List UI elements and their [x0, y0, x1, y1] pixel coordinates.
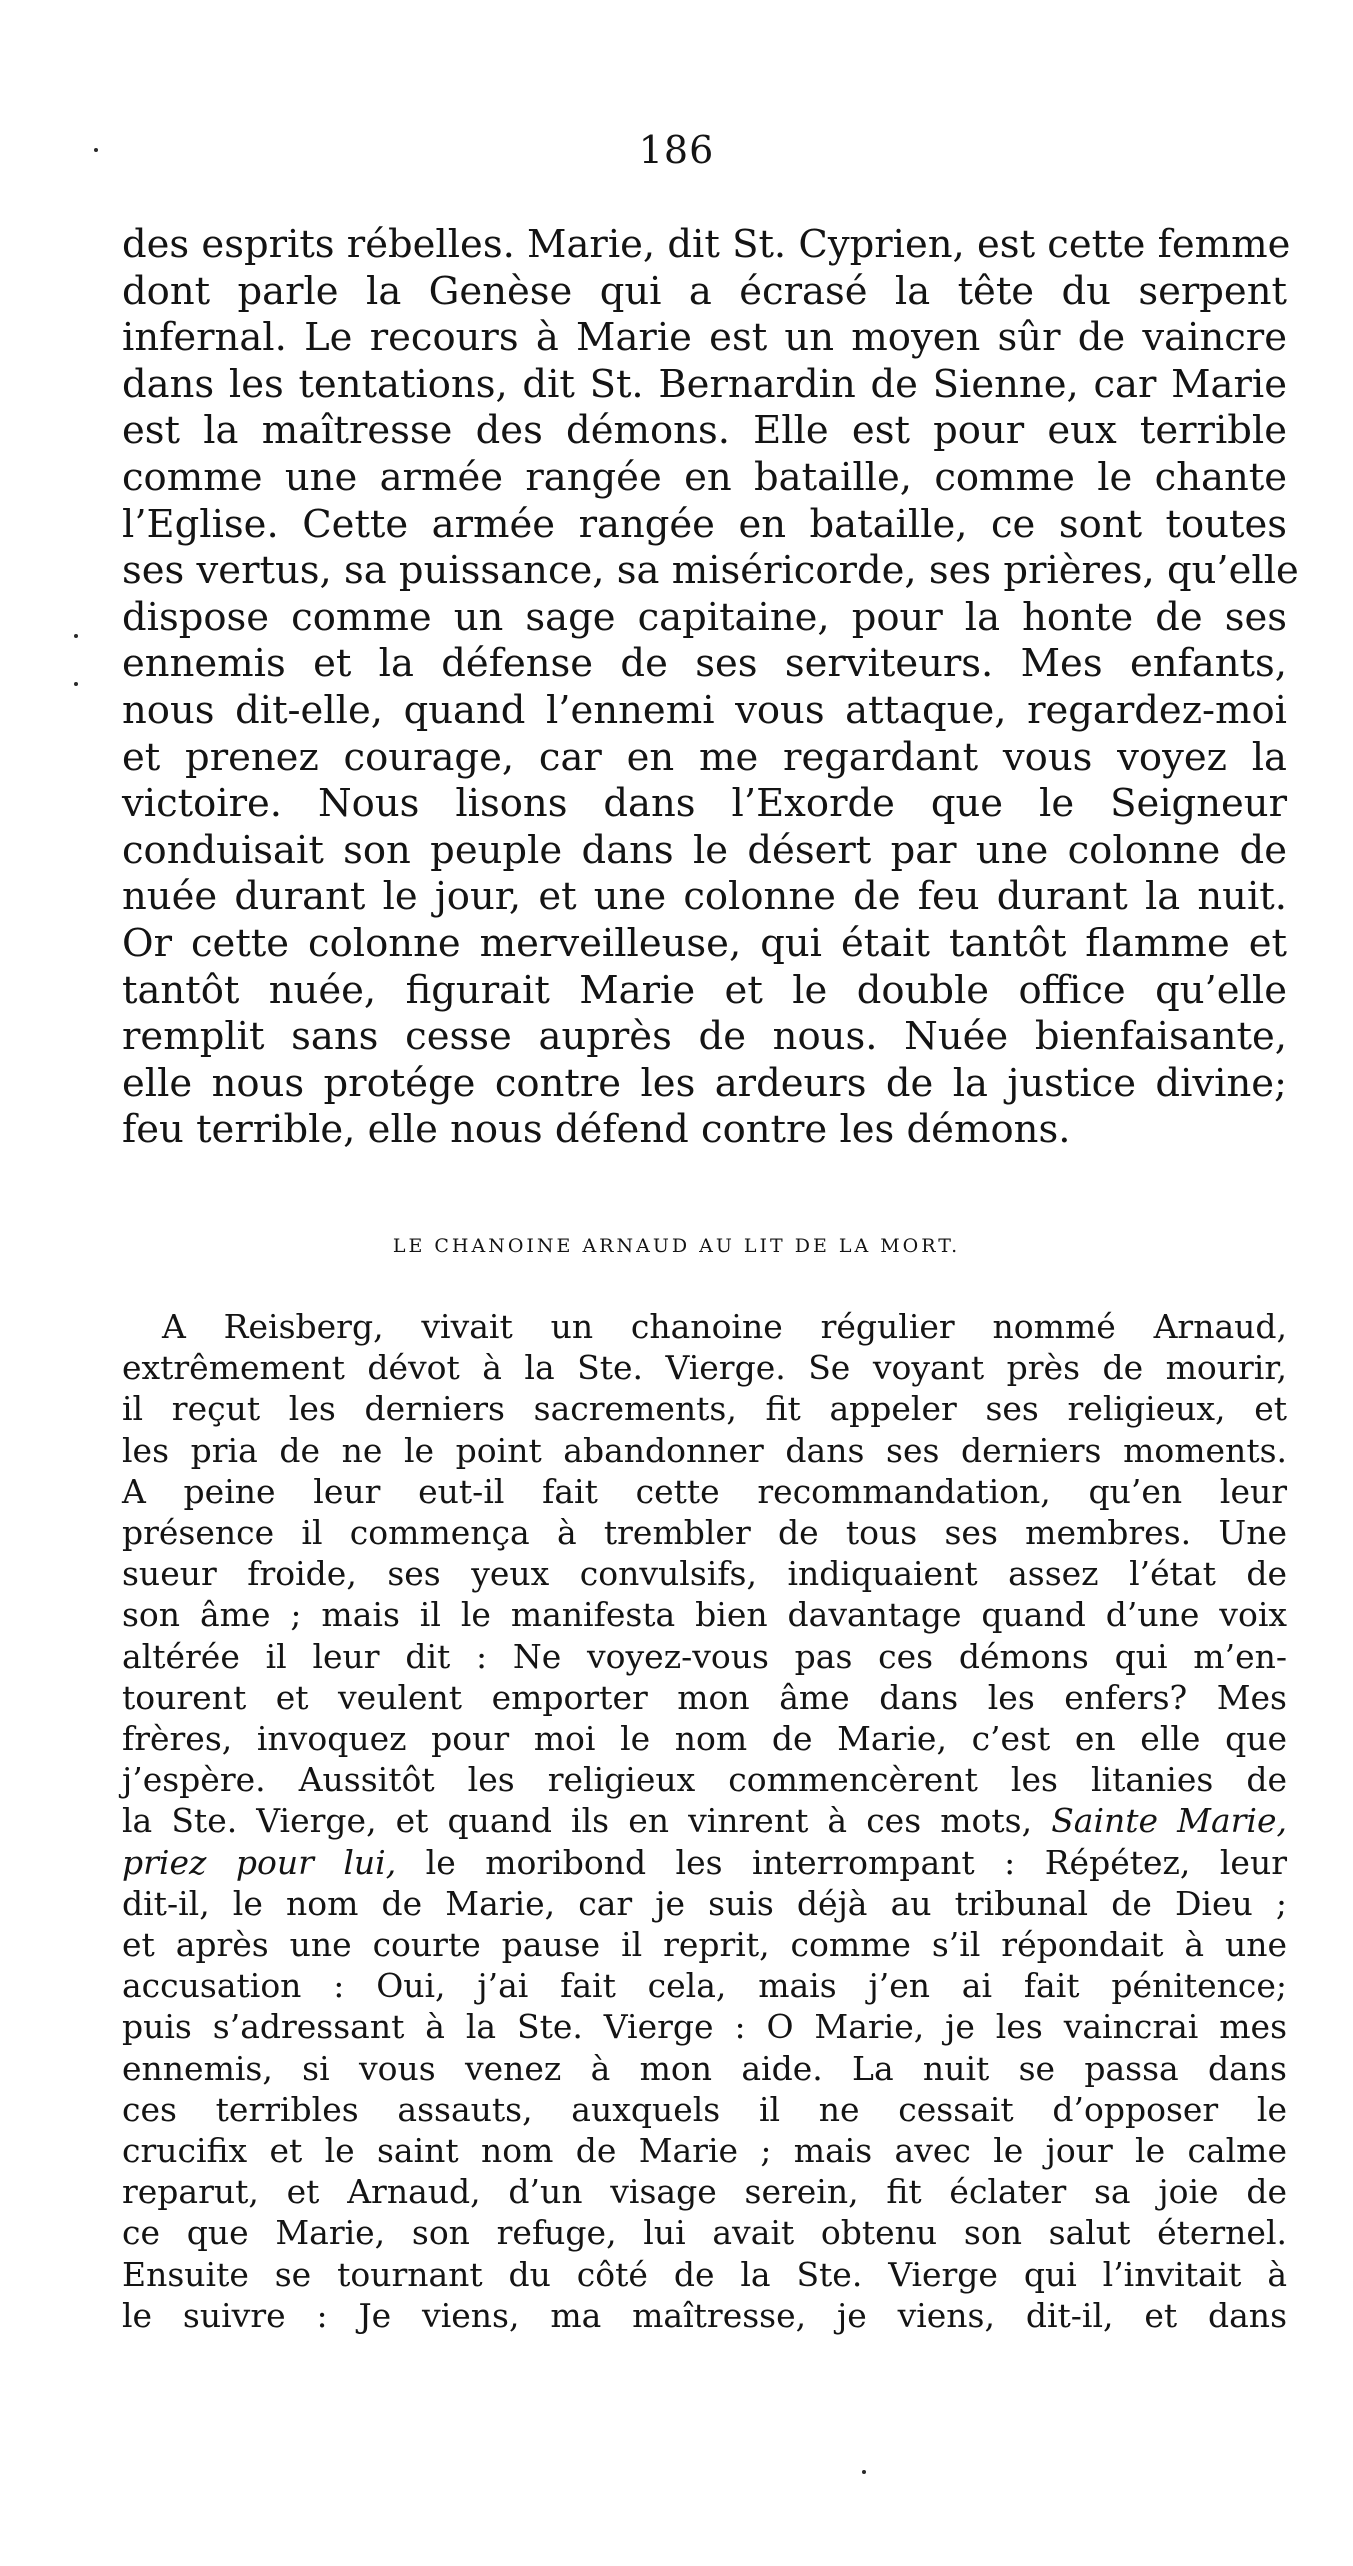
text-line: sueur froide, ses yeux convulsifs, indiquaient assez l’état de: [122, 1554, 1287, 1594]
text-line: nous dit-elle, quand l’ennemi vous attaque, regardez-moi: [122, 687, 1287, 733]
text-line: altérée il leur dit : Ne voyez-vous pas ces démons qui m’en-: [122, 1636, 1287, 1676]
text-line: il reçut les derniers sacrements, fit appeler ses religieux, et: [122, 1389, 1287, 1429]
text-line: j’espère. Aussitôt les religieux commencèrent les litanies de: [122, 1760, 1287, 1800]
section-heading: LE CHANOINE ARNAUD AU LIT DE LA MORT.: [392, 1235, 961, 1257]
text-line: remplit sans cesse auprès de nous. Nuée bienfaisante,: [122, 1014, 1287, 1060]
page-number: 186: [638, 128, 715, 172]
text-line: comme une armée rangée en bataille, comme le chante: [122, 454, 1287, 500]
text-line: son âme ; mais il le manifesta bien davantage quand d’une voix: [122, 1595, 1287, 1635]
text-line-with-italic: [122, 1842, 1287, 1883]
text-line: nuée durant le jour, et une colonne de feu durant la nuit.: [122, 874, 1287, 920]
text-line: elle nous protége contre les ardeurs de la justice divine;: [122, 1060, 1287, 1106]
italic-phrase: Sainte Marie,: [1051, 1801, 1287, 1841]
text-line: A peine leur eut-il fait cette recommandation, qu’en leur: [122, 1471, 1287, 1511]
text-line: A Reisberg, vivait un chanoine régulier nommé Arnaud,: [162, 1307, 1287, 1346]
text-line: dit-il, le nom de Marie, car je suis déjà au tribunal de Dieu ;: [122, 1883, 1287, 1923]
text-line-with-italic: [122, 1800, 1287, 1841]
text-line: Ensuite se tournant du côté de la Ste. Vierge qui l’invitait à: [122, 2254, 1287, 2294]
text-line: tourent et veulent emporter mon âme dans les enfers? Mes: [122, 1677, 1287, 1717]
text-line: reparut, et Arnaud, d’un visage serein, fit éclater sa joie de: [122, 2172, 1287, 2212]
margin-speck: [94, 148, 98, 152]
text-line: ces terribles assauts, auxquels il ne cessait d’opposer le: [122, 2089, 1287, 2129]
text-line: feu terrible, elle nous défend contre les démons.: [122, 1107, 1071, 1153]
text-line: extrêmement dévot à la Ste. Vierge. Se voyant près de mourir,: [122, 1348, 1287, 1388]
text-line: accusation : Oui, j’ai fait cela, mais j’en ai fait pénitence;: [122, 1966, 1287, 2006]
margin-speck: [862, 2470, 866, 2474]
text-line: infernal. Le recours à Marie est un moyen sûr de vaincre: [122, 315, 1287, 361]
text-line: victoire. Nous lisons dans l’Exorde que le Seigneur: [122, 781, 1287, 827]
italic-phrase: priez pour lui,: [122, 1842, 397, 1882]
text-fragment: la Ste. Vierge, et quand ils en vinrent à ces mots,: [122, 1801, 1033, 1841]
text-line: présence il commença à trembler de tous ses membres. Une: [122, 1513, 1287, 1553]
text-line: ce que Marie, son refuge, lui avait obtenu son salut éternel.: [122, 2213, 1287, 2253]
text-line: dans les tentations, dit St. Bernardin de Sienne, car Marie: [122, 361, 1287, 407]
text-line: conduisait son peuple dans le désert par une colonne de: [122, 827, 1287, 873]
text-line: tantôt nuée, figurait Marie et le double office qu’elle: [122, 967, 1287, 1013]
text-line: ennemis et la défense de ses serviteurs. Mes enfants,: [122, 641, 1287, 687]
text-line: frères, invoquez pour moi le nom de Marie, c’est en elle que: [122, 1719, 1287, 1759]
text-line: dont parle la Genèse qui a écrasé la tête du serpent: [122, 268, 1287, 314]
text-line: Or cette colonne merveilleuse, qui était tantôt flamme et: [122, 920, 1287, 966]
text-line: ses vertus, sa puissance, sa miséricorde, ses prières, qu’elle: [122, 548, 1299, 594]
text-line: puis s’adressant à la Ste. Vierge : O Marie, je les vaincrai mes: [122, 2007, 1287, 2047]
text-line: et après une courte pause il reprit, comme s’il répondait à une: [122, 1925, 1287, 1965]
margin-speck: [74, 634, 78, 638]
text-line: crucifix et le saint nom de Marie ; mais avec le jour le calme: [122, 2131, 1287, 2171]
text-line: l’Eglise. Cette armée rangée en bataille, ce sont toutes: [122, 501, 1287, 547]
text-line: et prenez courage, car en me regardant vous voyez la: [122, 734, 1287, 780]
text-line: le suivre : Je viens, ma maîtresse, je viens, dit-il, et dans: [122, 2295, 1287, 2335]
text-line: est la maîtresse des démons. Elle est pour eux terrible: [122, 408, 1287, 454]
story-paragraph: [122, 1306, 1287, 2336]
text-fragment: le moribond les interrompant : Répétez, leur: [396, 1842, 1287, 1882]
text-line: ennemis, si vous venez à mon aide. La nuit se passa dans: [122, 2048, 1287, 2088]
body-paragraph: [122, 222, 1299, 1154]
text-line: dispose comme un sage capitaine, pour la honte de ses: [122, 594, 1287, 640]
margin-speck: [74, 682, 78, 686]
text-line: les pria de ne le point abandonner dans ses derniers moments.: [122, 1430, 1287, 1470]
text-line: des esprits rébelles. Marie, dit St. Cyprien, est cette femme: [122, 222, 1291, 267]
